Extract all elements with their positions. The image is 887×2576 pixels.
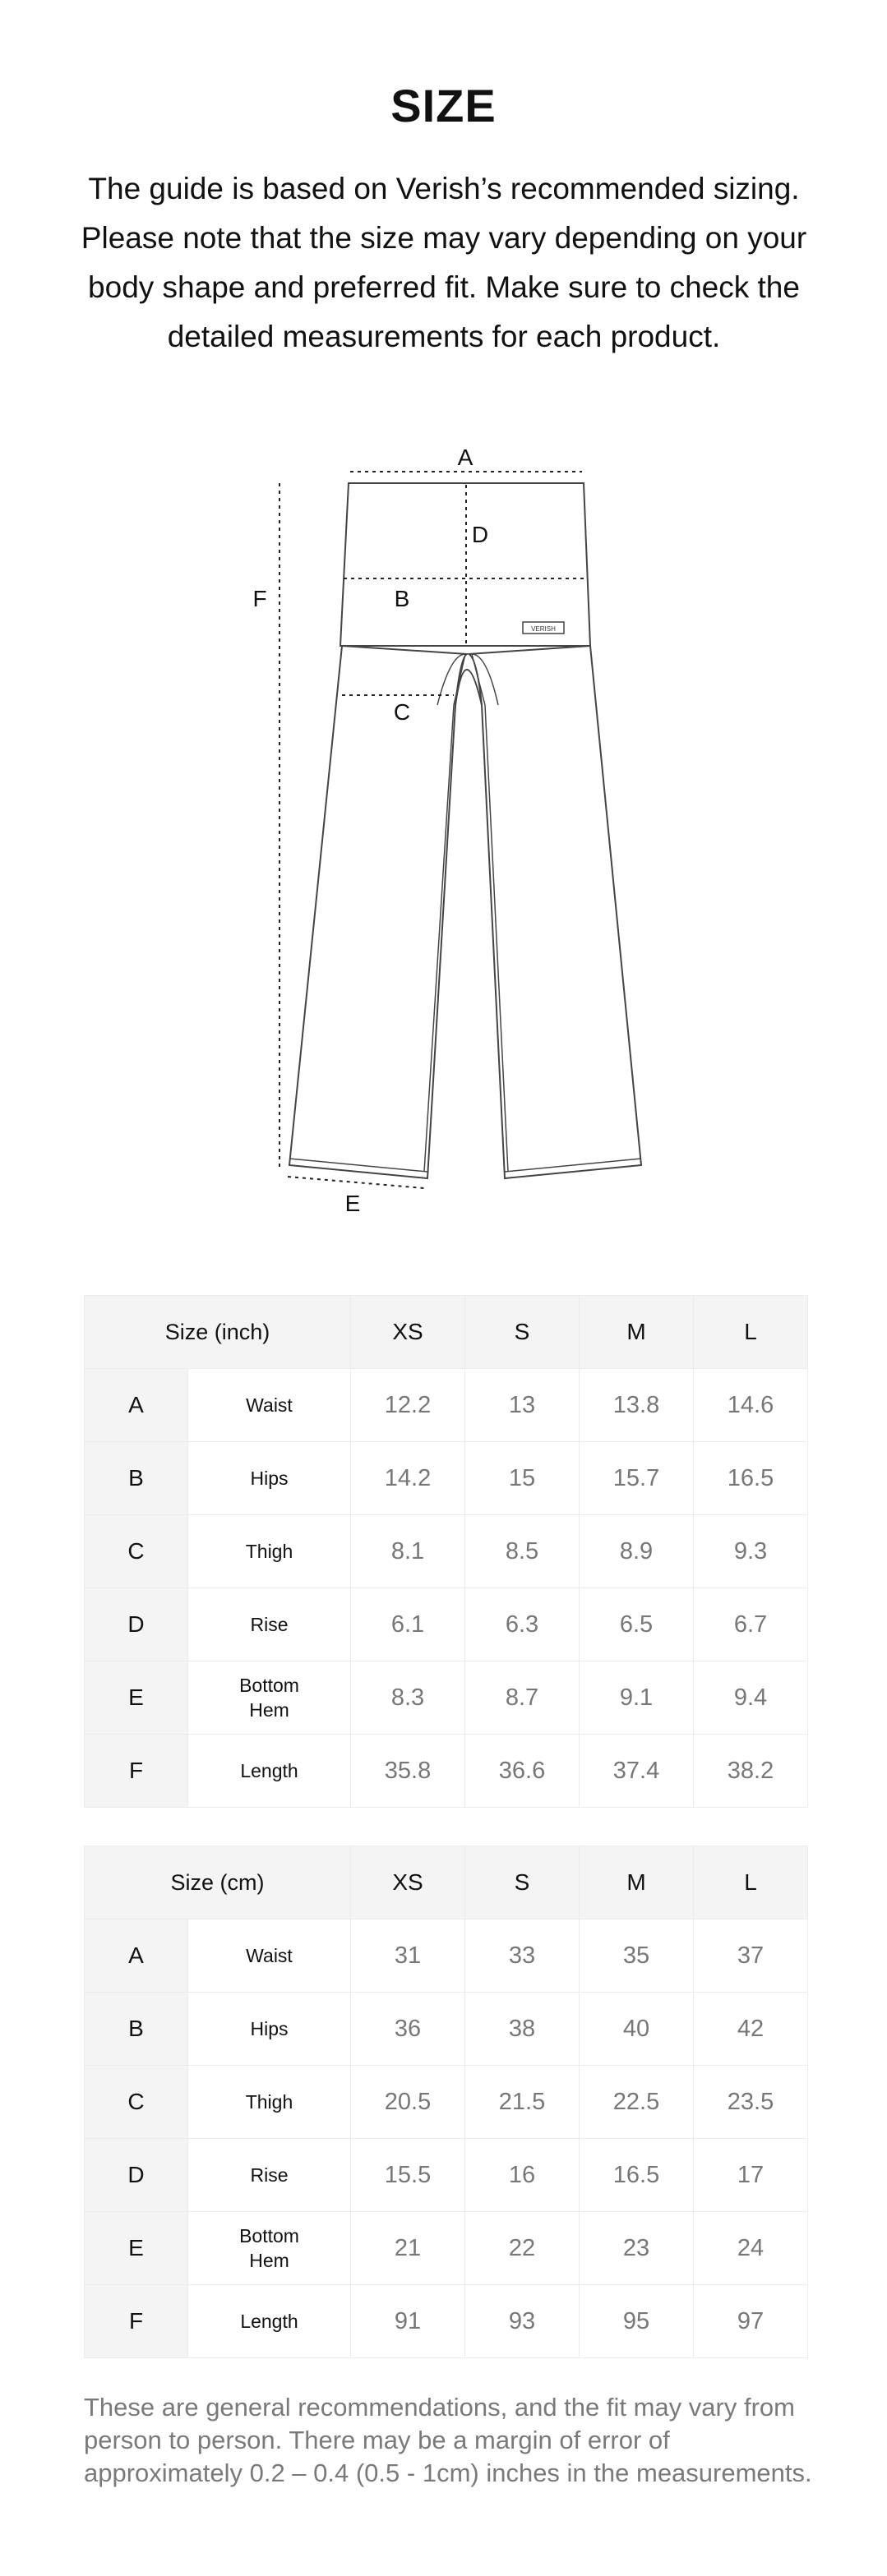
measurement-name: Thigh	[188, 1515, 351, 1588]
size-value: 6.3	[465, 1588, 580, 1661]
table-row	[85, 1735, 808, 1808]
table-header-row	[85, 1846, 808, 1919]
measure-line-e	[288, 1177, 424, 1188]
measurement-name: Waist	[188, 1919, 351, 1993]
label-a: A	[457, 445, 474, 470]
measurement-name: Thigh	[188, 2066, 351, 2139]
size-value: 8.9	[580, 1515, 694, 1588]
size-header-m: M	[580, 1846, 694, 1919]
table-row	[85, 1588, 808, 1661]
size-value: 13	[465, 1369, 580, 1442]
measurement-name: Bottom Hem	[188, 1661, 351, 1735]
size-value: 15	[465, 1442, 580, 1515]
size-value: 38.2	[694, 1735, 808, 1808]
size-value: 15.7	[580, 1442, 694, 1515]
size-table-inch	[84, 1295, 808, 1808]
table-row	[85, 2285, 808, 2358]
measurement-name: Bottom Hem	[188, 2212, 351, 2285]
table-row	[85, 1661, 808, 1735]
label-c: C	[393, 699, 411, 725]
brand-tag-text: VERISH	[531, 625, 556, 633]
size-value: 24	[694, 2212, 808, 2285]
row-letter: C	[85, 2066, 188, 2139]
size-value: 40	[580, 1993, 694, 2066]
measurement-name: Waist	[188, 1369, 351, 1442]
size-value: 12.2	[351, 1369, 465, 1442]
size-header-s: S	[465, 1296, 580, 1369]
size-value: 33	[465, 1919, 580, 1993]
size-value: 6.7	[694, 1588, 808, 1661]
table-row	[85, 1442, 808, 1515]
table-row	[85, 2066, 808, 2139]
label-e: E	[344, 1191, 361, 1216]
measurement-name: Hips	[188, 1442, 351, 1515]
table-row	[85, 2212, 808, 2285]
size-value: 22.5	[580, 2066, 694, 2139]
size-value: 9.1	[580, 1661, 694, 1735]
size-header-l: L	[694, 1296, 808, 1369]
row-letter: F	[85, 2285, 188, 2358]
size-value: 8.3	[351, 1661, 465, 1735]
size-value: 14.6	[694, 1369, 808, 1442]
size-value: 36.6	[465, 1735, 580, 1808]
measurement-name: Length	[188, 2285, 351, 2358]
size-value: 20.5	[351, 2066, 465, 2139]
size-value: 15.5	[351, 2139, 465, 2212]
size-value: 31	[351, 1919, 465, 1993]
pants-diagram	[0, 427, 887, 1241]
size-value: 93	[465, 2285, 580, 2358]
intro-text: The guide is based on Verish’s recommended sizing. Please note that the size may vary depending on your body shape and preferred fit. Make sure to check the detailed measurements for each product.	[81, 172, 807, 353]
size-value: 23.5	[694, 2066, 808, 2139]
size-value: 6.5	[580, 1588, 694, 1661]
row-letter: B	[85, 1442, 188, 1515]
measurement-name: Hips	[188, 1993, 351, 2066]
row-letter: E	[85, 2212, 188, 2285]
right-leg-outline	[469, 646, 641, 1178]
measurement-name: Length	[188, 1735, 351, 1808]
row-letter: D	[85, 1588, 188, 1661]
disclaimer-note: These are general recommendations, and the fit may vary from person to person. There may be a margin of error of approximately 0.2 – 0.4 (0.5 - 1cm) inches in the measurements.	[84, 2393, 812, 2487]
size-header-l: L	[694, 1846, 808, 1919]
table-row	[85, 1993, 808, 2066]
size-value: 36	[351, 1993, 465, 2066]
size-value: 6.1	[351, 1588, 465, 1661]
size-value: 21.5	[465, 2066, 580, 2139]
row-letter: F	[85, 1735, 188, 1808]
size-value: 13.8	[580, 1369, 694, 1442]
measurement-name: Rise	[188, 2139, 351, 2212]
size-value: 14.2	[351, 1442, 465, 1515]
size-header-s: S	[465, 1846, 580, 1919]
size-unit-header: Size (cm)	[85, 1846, 351, 1919]
size-value: 8.1	[351, 1515, 465, 1588]
label-b: B	[394, 586, 410, 611]
size-value: 91	[351, 2285, 465, 2358]
label-f: F	[252, 586, 267, 611]
row-letter: A	[85, 1369, 188, 1442]
table-row	[85, 1919, 808, 1993]
row-letter: A	[85, 1919, 188, 1993]
row-letter: B	[85, 1993, 188, 2066]
size-value: 8.5	[465, 1515, 580, 1588]
size-value: 97	[694, 2285, 808, 2358]
size-value: 9.4	[694, 1661, 808, 1735]
size-value: 16	[465, 2139, 580, 2212]
size-value: 37.4	[580, 1735, 694, 1808]
size-value: 17	[694, 2139, 808, 2212]
table-row	[85, 1369, 808, 1442]
size-value: 37	[694, 1919, 808, 1993]
table-row	[85, 2139, 808, 2212]
size-value: 35.8	[351, 1735, 465, 1808]
table-row	[85, 1515, 808, 1588]
size-value: 38	[465, 1993, 580, 2066]
size-header-xs: XS	[351, 1296, 465, 1369]
size-value: 22	[465, 2212, 580, 2285]
size-unit-header: Size (inch)	[85, 1296, 351, 1369]
size-value: 16.5	[580, 2139, 694, 2212]
size-value: 42	[694, 1993, 808, 2066]
size-value: 35	[580, 1919, 694, 1993]
size-header-xs: XS	[351, 1846, 465, 1919]
measurement-name: Rise	[188, 1588, 351, 1661]
row-letter: D	[85, 2139, 188, 2212]
size-value: 95	[580, 2285, 694, 2358]
size-value: 21	[351, 2212, 465, 2285]
size-value: 16.5	[694, 1442, 808, 1515]
table-header-row	[85, 1296, 808, 1369]
size-value: 8.7	[465, 1661, 580, 1735]
size-header-m: M	[580, 1296, 694, 1369]
size-table-cm	[84, 1846, 808, 2358]
size-value: 23	[580, 2212, 694, 2285]
label-d: D	[471, 522, 489, 547]
size-value: 9.3	[694, 1515, 808, 1588]
page-title: SIZE	[390, 80, 497, 131]
row-letter: C	[85, 1515, 188, 1588]
row-letter: E	[85, 1661, 188, 1735]
